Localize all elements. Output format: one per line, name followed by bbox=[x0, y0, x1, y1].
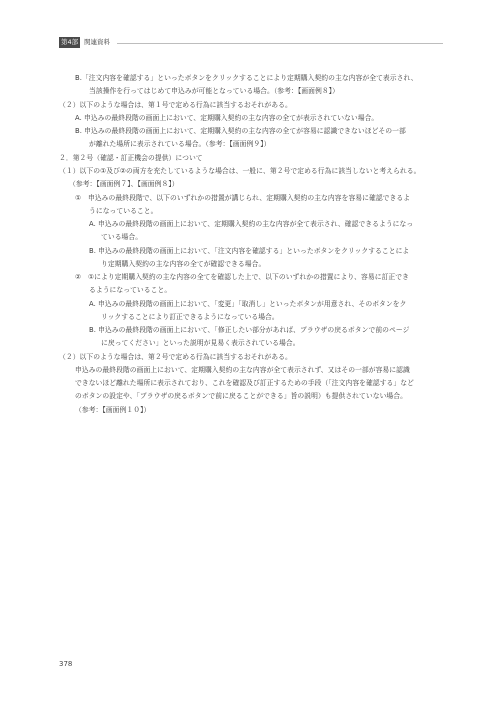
text-line: ている場合。 bbox=[101, 233, 143, 241]
text-line: のボタンの設定や、「ブラウザの戻るボタンで前に戻ることができる」旨の説明）も提供されていない場合。 bbox=[75, 392, 407, 400]
text-line: 申込みの最終段階の画面上において、定期購入契約の主な内容が全て表示されず、又はその一部が容易に認識 bbox=[75, 366, 410, 374]
text-line: が離れた場所に表示されている場合。（参考：【画面例９】） bbox=[89, 140, 271, 148]
text-line: B. 申込みの最終段階の画面上において、「注文内容を確認する」といったボタンをクリックすることによ bbox=[89, 247, 410, 255]
text-line: （参考：【画面例１０】） bbox=[75, 406, 151, 414]
running-header bbox=[59, 37, 443, 49]
text-line: 当該操作を行ってはじめて申込みが可能となっている場合。（参考：【画面例８】） bbox=[89, 87, 339, 95]
text-line: ① 申込みの最終段階で、以下のいずれかの措置が講じられ、定期購入契約の主な内容を容易に確認できるよ bbox=[75, 194, 411, 202]
header-rule bbox=[117, 43, 443, 44]
text-line: り定期購入契約の主な内容の全てが確認できる場合。 bbox=[101, 260, 266, 268]
text-line: できないほど離れた場所に表示されており、これを確認及び訂正するための手段（「注文内容を確認する」など bbox=[75, 379, 414, 387]
text-line: B.「注文内容を確認する」といったボタンをクリックすることにより定期購入契約の主な内容が全て表示され、 bbox=[75, 74, 418, 82]
text-line: B. 申込みの最終段階の画面上において、「修正したい部分があれば、ブラウザの戻るボタンで前のページ bbox=[89, 326, 410, 334]
text-line: リックすることにより訂正できるようになっている場合。 bbox=[101, 313, 279, 321]
chapter-badge: 第4部 bbox=[61, 38, 79, 46]
text-line: （参考：【画面例７】、【画面例８】） bbox=[69, 180, 179, 188]
text-line: B. 申込みの最終段階の画面上において、定期購入契約の主な内容の全てが容易に認識できないほどその一部 bbox=[75, 127, 406, 135]
text-line: A. 申込みの最終段階の画面上において、定期購入契約の主な内容が全て表示され、確認できるようになっ bbox=[89, 220, 414, 228]
text-line: A. 申込みの最終段階の画面上において、定期購入契約の主な内容の全てが表示されていない場合。 bbox=[75, 114, 379, 122]
text-line: うになっていること。 bbox=[89, 207, 158, 215]
chapter-title: 関連資料 bbox=[84, 38, 110, 46]
text-line: A. 申込みの最終段階の画面上において、「変更」「取消し」といったボタンが用意され、そのボタンをク bbox=[89, 300, 407, 308]
text-line: （１）以下の①及び②の両方を充たしているような場合は、一般に、第２号で定める行為に該当しないと考えられる。 bbox=[59, 167, 421, 175]
section-heading: ２．第２号（確認・訂正機会の提供）について bbox=[59, 154, 203, 162]
text-line: ② ①により定期購入契約の主な内容の全てを確認した上で、以下のいずれかの措置により、容易に訂正でき bbox=[75, 273, 409, 281]
text-line: に戻ってください」といった説明が見易く表示されている場合。 bbox=[101, 339, 300, 347]
text-line: （２）以下のような場合は、第２号で定める行為に該当するおそれがある。 bbox=[59, 353, 292, 361]
text-line: （２）以下のような場合は、第１号で定める行為に該当するおそれがある。 bbox=[59, 101, 292, 109]
page-number: 378 bbox=[59, 660, 73, 668]
text-line: るようになっていること。 bbox=[89, 286, 172, 294]
